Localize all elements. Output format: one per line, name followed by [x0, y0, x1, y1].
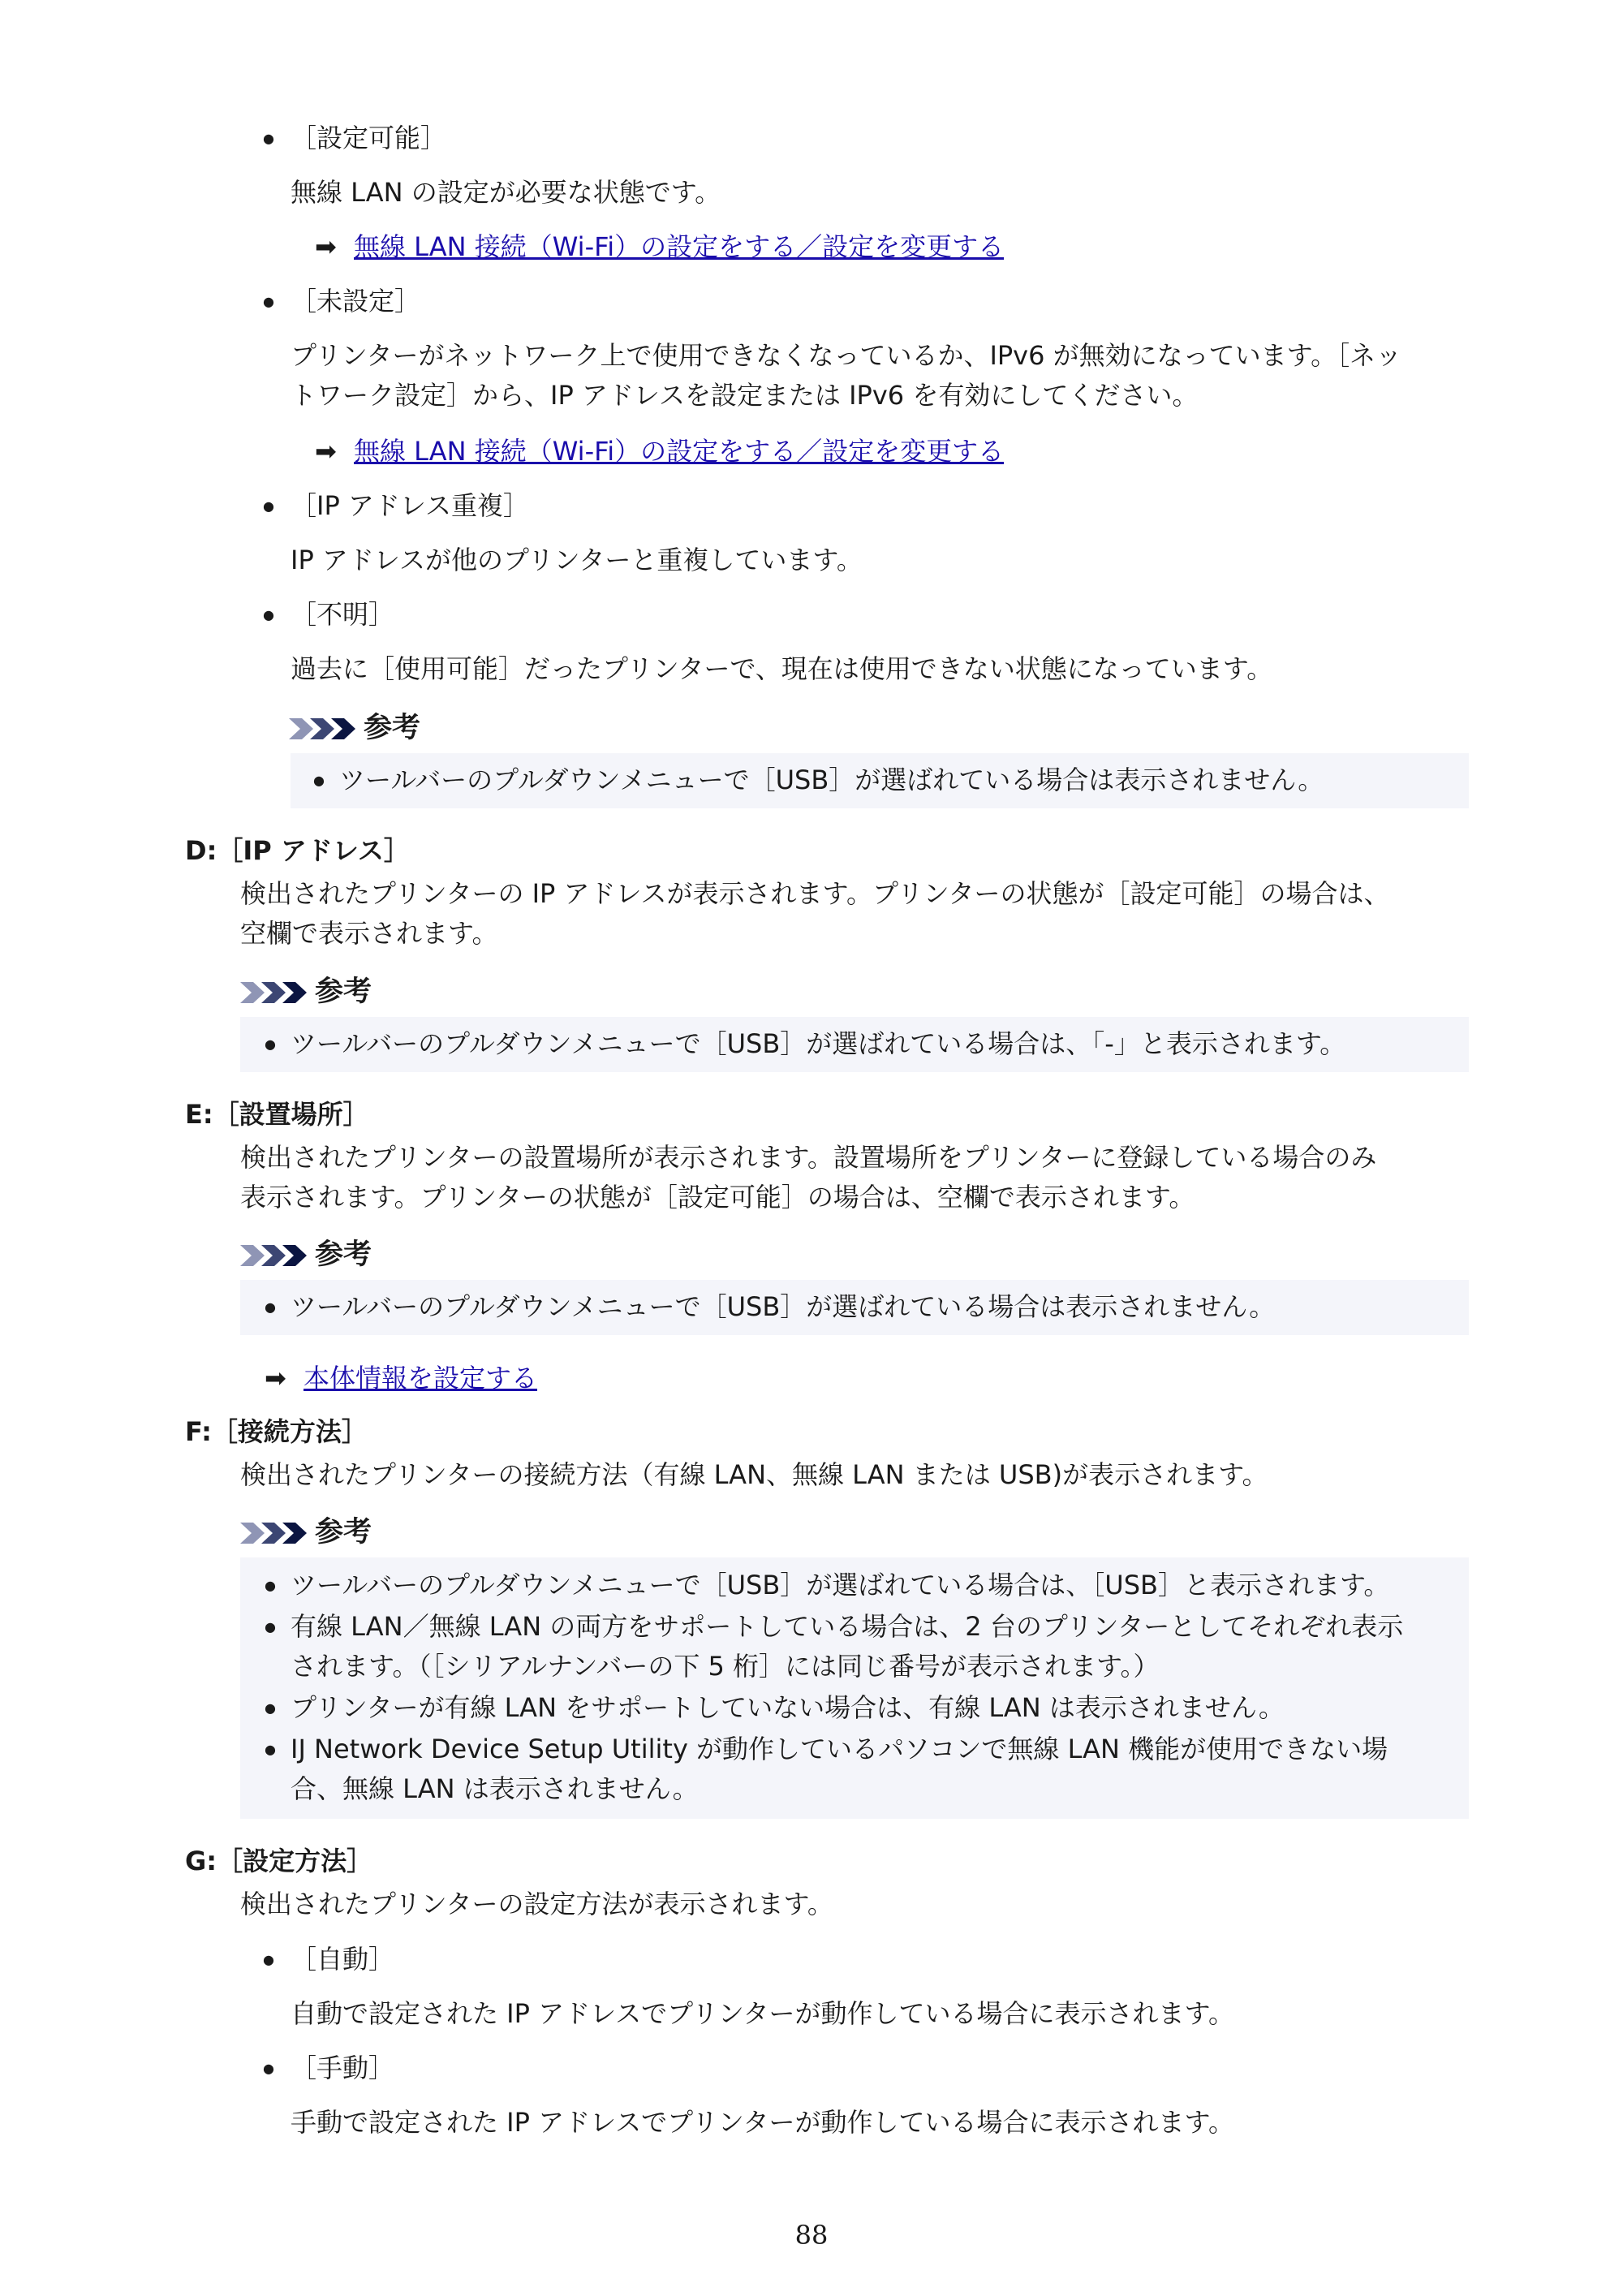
method-item-auto: ● ［自動］ [291, 1940, 394, 1979]
note-heading: 参考 [315, 972, 372, 1012]
status-desc-unset-line2: トワーク設定］から、IP アドレスを設定または IPv6 を有効にしてください。 [291, 380, 1199, 411]
note-box [240, 1017, 1469, 1072]
note-item: ● 有線 LAN／無線 LAN の両方をサポートしている場合は、2 台のプリンターとしてそれぞれ表示 [291, 1607, 1403, 1647]
note-box [240, 1557, 1469, 1819]
status-desc-unset-line1: プリンターがネットワーク上で使用できなくなっているか、IPv6 が無効になっています。［ネッ [291, 340, 1402, 371]
section-heading-location: E:［設置場所］ [185, 1099, 369, 1130]
note-item-continuation: されます。（［シリアルナンバーの下 5 桁］には同じ番号が表示されます。） [291, 1651, 1160, 1682]
note-marker-icon [240, 1523, 307, 1544]
note-heading: 参考 [315, 1235, 372, 1275]
note-heading: 参考 [315, 1513, 372, 1553]
section-desc-connection: 検出されたプリンターの接続方法（有線 LAN、無線 LAN または USB)が表示されます。 [240, 1459, 1268, 1490]
status-item-unknown: ● ［不明］ [291, 595, 394, 635]
note-marker-icon [240, 1245, 307, 1266]
section-desc-setup-method: 検出されたプリンターの設定方法が表示されます。 [240, 1889, 833, 1919]
status-item-ip-conflict: ● ［IP アドレス重複］ [291, 486, 529, 526]
status-desc-ip-conflict: IP アドレスが他のプリンターと重複しています。 [291, 545, 863, 575]
device-info-link[interactable]: ➡ 本体情報を設定する [304, 1359, 537, 1398]
section-desc-ip-line2: 空欄で表示されます。 [240, 918, 498, 949]
arrow-right-icon: ➡ [265, 1363, 286, 1394]
note-heading: 参考 [364, 709, 420, 748]
wifi-setup-link-1[interactable]: ➡ 無線 LAN 接続（Wi-Fi）の設定をする／設定を変更する [354, 227, 1004, 267]
note-box [291, 753, 1469, 808]
note-item: ● ツールバーのプルダウンメニューで［USB］が選ばれている場合は表示されません。 [291, 1287, 1275, 1327]
wifi-setup-link-2[interactable]: ➡ 無線 LAN 接続（Wi-Fi）の設定をする／設定を変更する [354, 432, 1004, 472]
arrow-right-icon: ➡ [315, 231, 337, 262]
note-item: ● ツールバーのプルダウンメニューで［USB］が選ばれている場合は、「-」と表示されます。 [291, 1024, 1345, 1064]
status-desc-configurable: 無線 LAN の設定が必要な状態です。 [291, 177, 721, 208]
status-item-configurable: ● ［設定可能］ [291, 118, 446, 158]
note-item: ● プリンターが有線 LAN をサポートしていない場合は、有線 LAN は表示されません。 [291, 1688, 1285, 1728]
section-desc-location-line1: 検出されたプリンターの設置場所が表示されます。設置場所をプリンターに登録している場合のみ [240, 1142, 1377, 1173]
page-number: 88 [794, 2220, 829, 2251]
note-item: ● ツールバーのプルダウンメニューで［USB］が選ばれている場合は表示されません。 [339, 760, 1324, 800]
status-item-unset: ● ［未設定］ [291, 282, 420, 321]
note-box [240, 1280, 1469, 1335]
method-desc-manual: 手動で設定された IP アドレスでプリンターが動作している場合に表示されます。 [291, 2107, 1235, 2138]
method-item-manual: ● ［手動］ [291, 2048, 394, 2088]
note-item: ● IJ Network Device Setup Utility が動作しているパソコンで無線 LAN 機能が使用できない場 [291, 1730, 1388, 1769]
section-desc-location-line2: 表示されます。プリンターの状態が［設定可能］の場合は、空欄で表示されます。 [240, 1182, 1195, 1213]
note-item-continuation: 合、無線 LAN は表示されません。 [291, 1773, 699, 1804]
section-desc-ip-line1: 検出されたプリンターの IP アドレスが表示されます。プリンターの状態が［設定可能］の場合は、 [240, 878, 1390, 909]
arrow-right-icon: ➡ [315, 436, 337, 467]
note-marker-icon [240, 982, 307, 1003]
note-item: ● ツールバーのプルダウンメニューで［USB］が選ばれている場合は、［USB］と表示されます。 [291, 1566, 1389, 1605]
section-heading-connection: F:［接続方法］ [185, 1416, 368, 1447]
section-heading-setup-method: G:［設定方法］ [185, 1846, 373, 1876]
method-desc-auto: 自動で設定された IP アドレスでプリンターが動作している場合に表示されます。 [291, 1998, 1235, 2029]
section-heading-ip-address: D:［IP アドレス］ [185, 835, 410, 866]
status-desc-unknown: 過去に［使用可能］だったプリンターで、現在は使用できない状態になっています。 [291, 653, 1273, 684]
note-marker-icon [289, 718, 355, 739]
